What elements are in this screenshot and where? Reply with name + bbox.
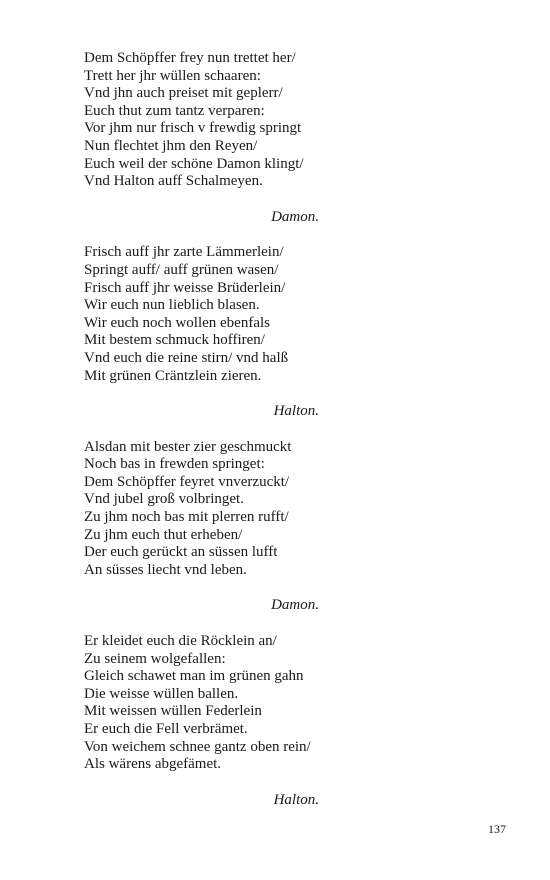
verse-line: Vnd jubel groß volbringet. — [84, 491, 244, 508]
stanza-3 — [84, 439, 464, 580]
verse-line: Mit weissen wüllen Federlein — [84, 703, 262, 720]
verse-line: Gleich schawet man im grünen gahn — [84, 668, 304, 685]
verse-line: Von weichem schnee gantz oben rein/ — [84, 738, 311, 755]
verse-line: Euch weil der schöne Damon klingt/ — [84, 155, 304, 172]
verse-line: Trett her jhr wüllen schaaren: — [84, 67, 261, 84]
stanza-1 — [84, 50, 464, 191]
stanza-4 — [84, 633, 464, 774]
verse-line: Zu jhm noch bas mit plerren rufft/ — [84, 509, 289, 526]
verse-line: Vnd euch die reine stirn/ vnd halß — [84, 349, 289, 366]
speaker-heading: Damon. — [271, 208, 319, 225]
verse-line: Euch thut zum tantz verparen: — [84, 102, 265, 119]
verse-line: Mit bestem schmuck hoffiren/ — [84, 332, 265, 349]
verse-line: Frisch auff jhr zarte Lämmerlein/ — [84, 244, 284, 261]
stanza-2 — [84, 244, 464, 385]
verse-line: Wir euch noch wollen ebenfals — [84, 314, 270, 331]
verse-line: Dem Schöpffer feyret vnverzuckt/ — [84, 473, 290, 490]
verse-line: Alsdan mit bester zier geschmuckt — [84, 438, 292, 455]
verse-line: Vnd jhn auch preiset mit geplerr/ — [84, 85, 283, 102]
verse-line: Als wärens abgefämet. — [84, 756, 222, 773]
verse-line: Er kleidet euch die Röcklein an/ — [84, 633, 277, 650]
speaker-heading: Halton. — [273, 791, 319, 808]
verse-line: Vor jhm nur frisch v frewdig springt — [84, 120, 302, 137]
verse-line: Zu jhm euch thut erheben/ — [84, 526, 243, 543]
speaker-heading: Halton. — [273, 403, 319, 420]
page-number: 137 — [488, 822, 506, 836]
verse-line: Springt auff/ auff grünen wasen/ — [84, 261, 279, 278]
verse-line: Dem Schöpffer frey nun trettet her/ — [84, 50, 296, 66]
verse-line: Noch bas in frewden springet: — [84, 456, 265, 473]
verse-line: Vnd Halton auff Schalmeyen. — [84, 173, 263, 190]
verse-line: Mit grünen Cräntzlein zieren. — [84, 367, 262, 384]
verse-line: Nun flechtet jhm den Reyen/ — [84, 137, 258, 154]
verse-line: Der euch gerückt an süssen lufft — [84, 544, 278, 561]
poem-text — [84, 50, 464, 809]
verse-line: Frisch auff jhr weisse Brüderlein/ — [84, 279, 286, 296]
verse-line: An süsses liecht vnd leben. — [84, 561, 247, 578]
verse-line: Wir euch nun lieblich blasen. — [84, 297, 260, 314]
verse-line: Zu seinem wolgefallen: — [84, 650, 226, 667]
verse-line: Die weisse wüllen ballen. — [84, 685, 239, 702]
speaker-heading: Damon. — [271, 597, 319, 614]
verse-line: Er euch die Fell verbrämet. — [84, 721, 248, 737]
